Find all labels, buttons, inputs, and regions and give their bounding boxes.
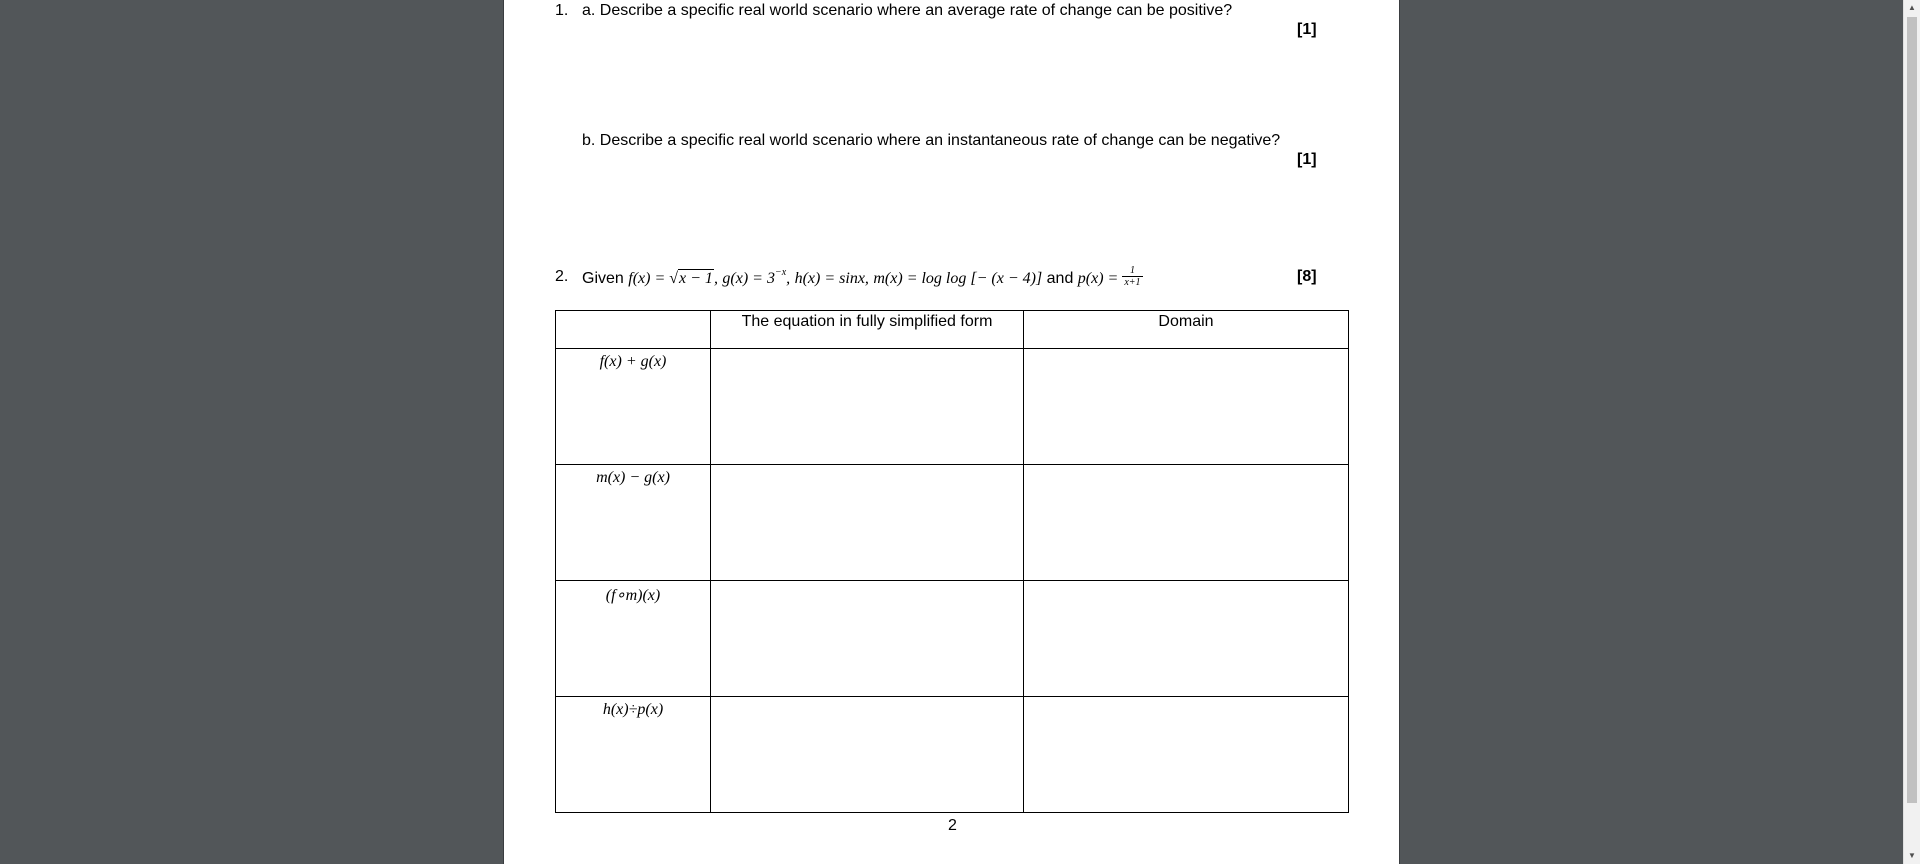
table-row <box>556 581 1349 697</box>
document-page <box>503 0 1400 864</box>
table-header-domain: Domain <box>1024 311 1349 349</box>
domain-cell <box>1024 465 1349 581</box>
table-header-equation: The equation in fully simplified form <box>711 311 1024 349</box>
table-row <box>556 349 1349 465</box>
domain-cell <box>1024 697 1349 813</box>
page-number: 2 <box>948 817 957 834</box>
equation-cell <box>711 581 1024 697</box>
question-2-text <box>582 265 1143 291</box>
answer-table <box>555 310 1349 813</box>
p-definition: p(x) = $\frac{1}{x+1}$ <box>1077 265 1141 288</box>
scrollbar-thumb[interactable] <box>1907 17 1917 803</box>
question-1a-text: a. Describe a specific real world scenario where an average rate of change can be positive? <box>582 2 1233 19</box>
f-definition: f(x) = √x − 1, <box>628 270 718 288</box>
given-label: Given <box>582 270 624 288</box>
table-row <box>556 465 1349 581</box>
table-header-row <box>556 311 1349 349</box>
question-1a-marks: [1] <box>1297 21 1317 38</box>
question-1-number: 1. <box>555 2 569 19</box>
h-definition: h(x) = sinx, <box>794 270 869 288</box>
question-1b-marks: [1] <box>1297 151 1317 168</box>
table-header-blank <box>556 311 711 349</box>
scroll-up-arrow-icon[interactable]: ▲ <box>1908 3 1916 12</box>
question-2-marks: [8] <box>1297 268 1317 285</box>
table-row <box>556 697 1349 813</box>
domain-cell <box>1024 581 1349 697</box>
row-label-h-div-p: h(x)÷p(x) <box>556 697 711 813</box>
equation-cell <box>711 349 1024 465</box>
row-label-m-minus-g: m(x) − g(x) <box>556 465 711 581</box>
equation-cell <box>711 465 1024 581</box>
scroll-down-arrow-icon[interactable]: ▼ <box>1908 851 1916 860</box>
vertical-scrollbar[interactable] <box>1903 0 1920 864</box>
p-fraction: $\frac{1}{x+1}$ <box>1124 265 1141 288</box>
and-label: and <box>1046 270 1074 288</box>
equation-cell <box>711 697 1024 813</box>
question-1b-text: b. Describe a specific real world scenario where an instantaneous rate of change can be negative? <box>582 132 1281 149</box>
question-2-number: 2. <box>555 268 569 285</box>
row-label-f-plus-g: f(x) + g(x) <box>556 349 711 465</box>
g-definition: $g(x) = 3^{-x}$, <box>722 267 791 288</box>
f-radicand: x − 1 <box>679 270 713 288</box>
domain-cell <box>1024 349 1349 465</box>
m-definition: m(x) = log log [− (x − 4)] <box>873 270 1043 288</box>
g-exponent: −x <box>774 267 787 279</box>
row-label-f-compose-m: (f∘m)(x) <box>556 581 711 697</box>
